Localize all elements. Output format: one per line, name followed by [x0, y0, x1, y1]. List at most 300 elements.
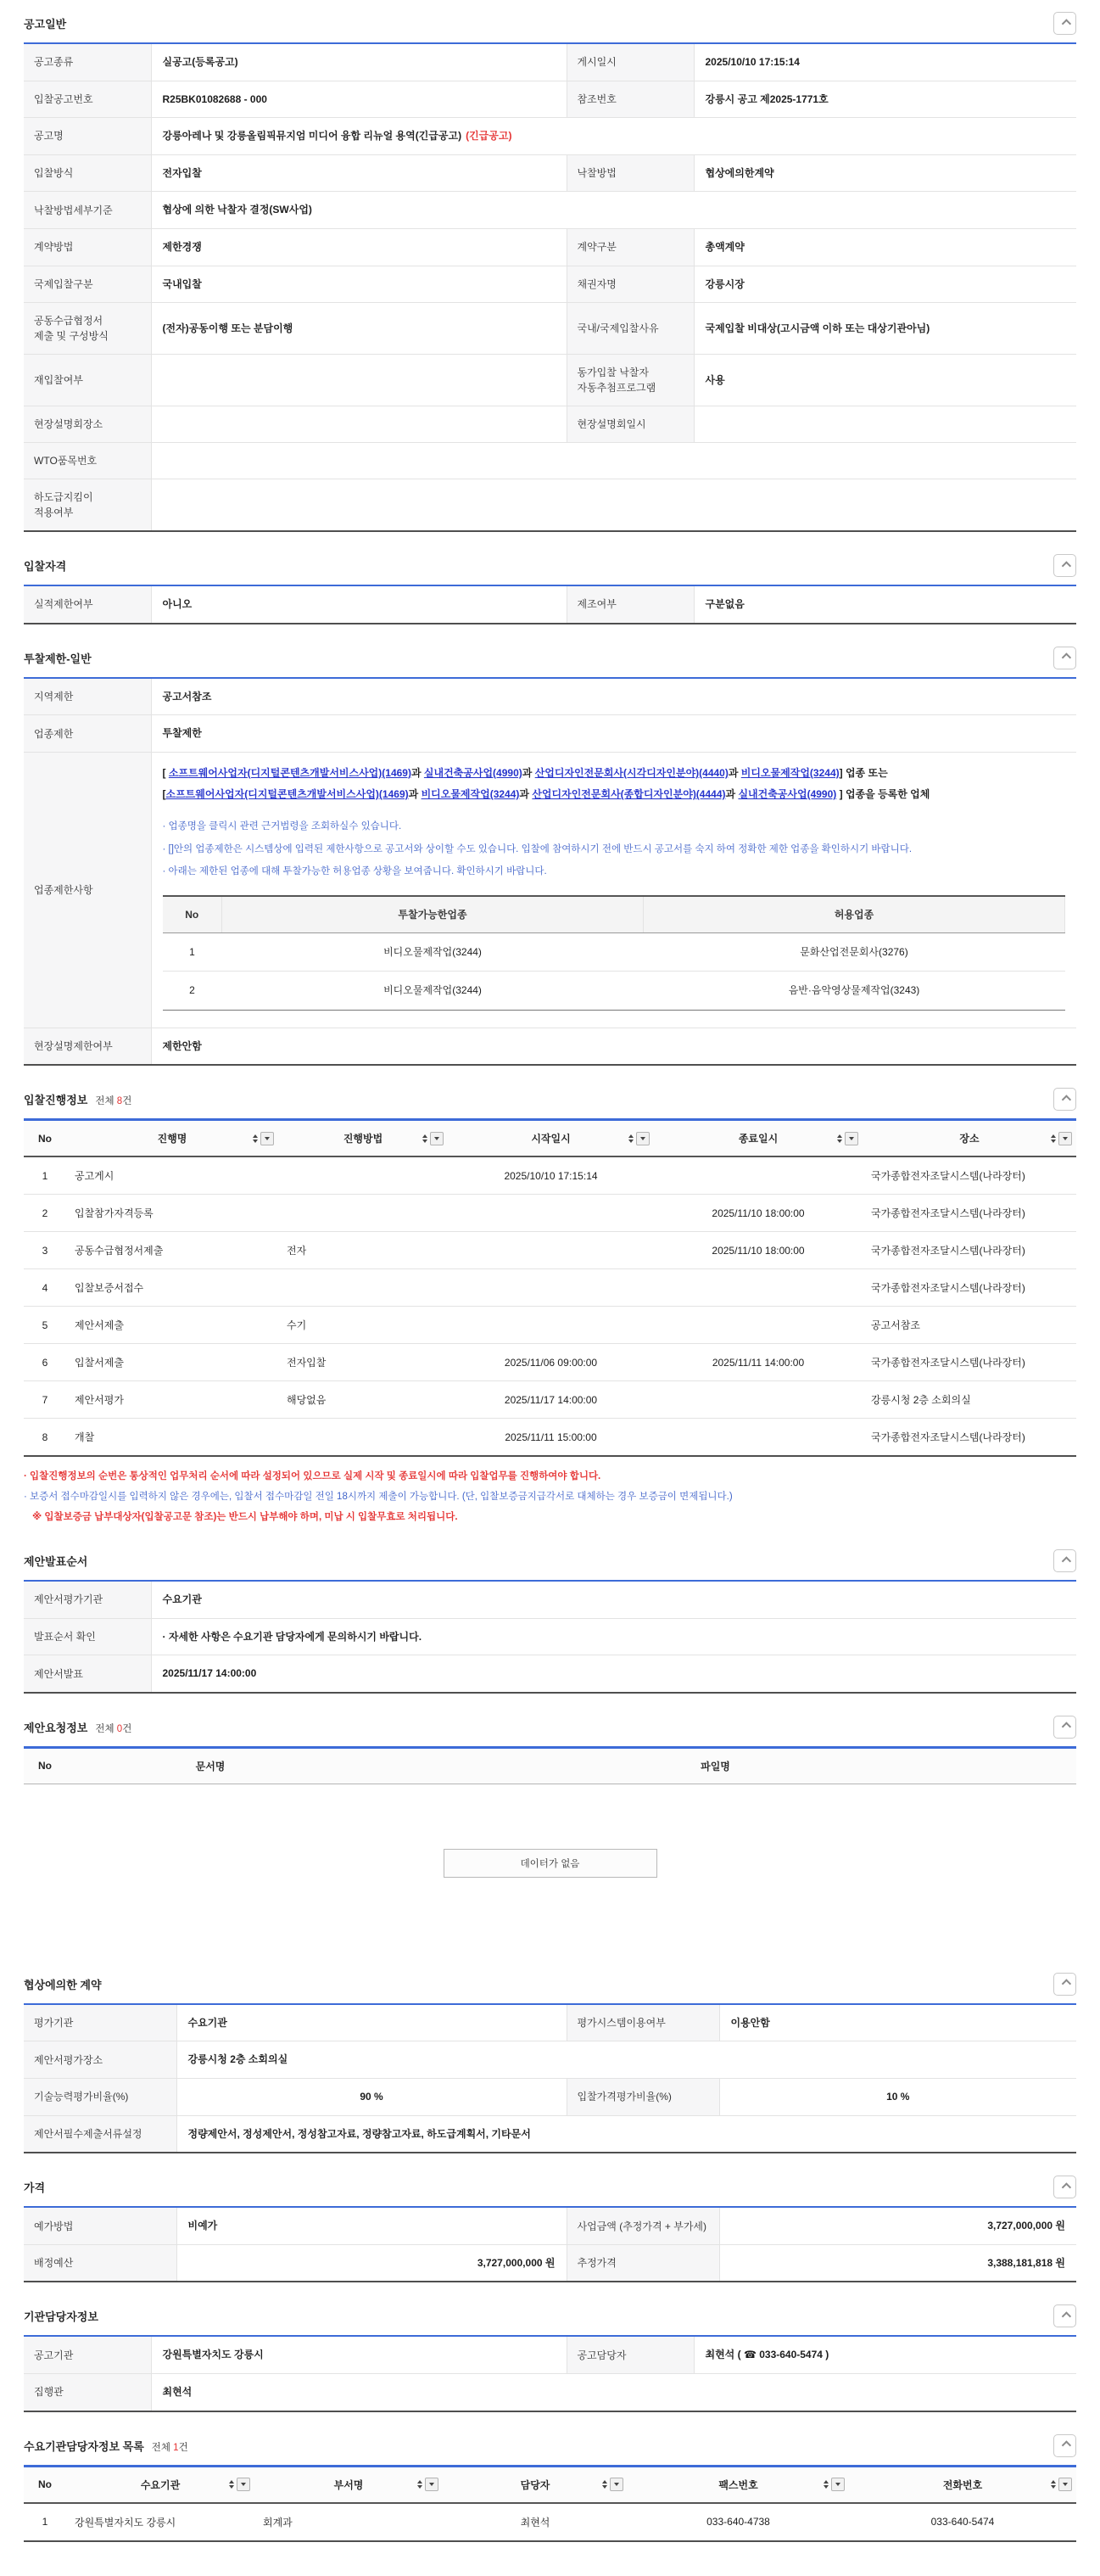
- industry-link[interactable]: 비디오물제작업(3244): [421, 788, 520, 801]
- table-row: [24, 303, 1076, 355]
- cell: 2025/11/17 14:00:00: [448, 1381, 654, 1419]
- cell: 4: [24, 1269, 66, 1307]
- field-value: [151, 118, 1076, 155]
- sort-dropdown-icon[interactable]: [831, 2478, 845, 2491]
- sort-control[interactable]: [1051, 2478, 1072, 2491]
- cell: 033-640-5474: [930, 2516, 995, 2528]
- cell: 공동수급협정서제출: [66, 1232, 278, 1269]
- note: · 아래는 제한된 업종에 대해 투찰가능한 허용업종 상황을 보여줍니다. 확인하시기 바랍니다.: [162, 866, 547, 877]
- table-row: [24, 479, 1076, 532]
- collapse-button[interactable]: [1053, 2304, 1076, 2327]
- chevron-up-icon: [1061, 653, 1070, 663]
- field-label: 제조여부: [567, 585, 694, 624]
- field-label: 업종제한: [24, 715, 151, 753]
- table-row: [24, 443, 1076, 479]
- cell: 국가종합전자조달시스템(나라장터): [863, 1269, 1076, 1307]
- urgent-badge: (긴급공고): [466, 130, 512, 143]
- sort-arrows-icon: [602, 2480, 607, 2489]
- cell: 2: [163, 972, 222, 1011]
- qualification-table: [24, 585, 1076, 624]
- chevron-up-icon: [1061, 561, 1070, 570]
- sort-arrows-icon: [422, 1134, 427, 1143]
- field-label: 입찰방식: [24, 154, 151, 192]
- collapse-button[interactable]: [1053, 554, 1076, 577]
- table-row: [24, 406, 1076, 443]
- column-header: 투찰가능한업종: [222, 896, 644, 933]
- cell: 강원특별자치도 강릉시: [75, 2516, 176, 2528]
- field-label: WTO품목번호: [24, 443, 151, 479]
- industry-link[interactable]: 산업디자인전문회사(시각디자인분야)(4440): [534, 766, 729, 779]
- sort-control[interactable]: [229, 2478, 250, 2491]
- field-label: 지역제한: [24, 678, 151, 715]
- section-title: 제안요청정보: [24, 1721, 88, 1734]
- total-count: 전체 1건: [151, 2442, 188, 2453]
- chevron-up-icon: [1061, 1980, 1070, 1989]
- note: · []안의 업종제한은 시스템상에 입력된 제한사항으로 공고서와 상이할 수도 있습니다. 입찰에 참여하시기 전에 반드시 공고서를 숙지 하여 정확한 제한 업종을 확인하시기 바랍니다.: [162, 843, 913, 854]
- field-value: 제한안함: [151, 1028, 1076, 1065]
- cell: 입찰서제출: [66, 1344, 278, 1381]
- cell: 2025/10/10 17:15:14: [504, 1169, 598, 1182]
- section-presentation: [24, 1549, 1076, 1694]
- field-label: 추정가격: [567, 2244, 719, 2282]
- section-title: 수요기관담당자정보 목록: [24, 2439, 144, 2453]
- cell: 2025/11/11 15:00:00: [448, 1419, 654, 1457]
- cell: 2025/11/10 18:00:00: [654, 1232, 863, 1269]
- field-label: 제안서평가장소: [24, 2041, 176, 2079]
- industry-link[interactable]: 산업디자인전문회사(종합디자인분야)(4444): [532, 788, 726, 801]
- sort-dropdown-icon[interactable]: [237, 2478, 250, 2491]
- table-row: [24, 1381, 1076, 1419]
- sort-arrows-icon: [253, 1134, 258, 1143]
- industry-link[interactable]: 실내건축공사업(4990): [423, 766, 522, 779]
- cell: 공고게시: [75, 1170, 114, 1183]
- cell: 개찰: [66, 1419, 278, 1457]
- general-info-table: [24, 42, 1076, 532]
- cell: 전자: [278, 1232, 448, 1269]
- sort-control[interactable]: [602, 2478, 623, 2491]
- section-title: 기관담당자정보: [24, 2310, 98, 2324]
- field-value: 강릉시 공고 제2025-1771호: [694, 81, 1076, 118]
- cell: 국가종합전자조달시스템(나라장터): [863, 1419, 1076, 1457]
- table-row: [24, 43, 1076, 81]
- table-row: [24, 715, 1076, 753]
- section-restriction: [24, 647, 1076, 1067]
- field-label: 공고명: [24, 118, 151, 155]
- table-row: [163, 932, 1065, 972]
- table-row: [24, 2115, 1076, 2153]
- cell: 1: [42, 1169, 48, 1182]
- sort-dropdown-icon[interactable]: [1058, 1132, 1072, 1145]
- field-value: 제한경쟁: [151, 228, 567, 266]
- column-header-sort[interactable]: 전화번호: [849, 2466, 1076, 2503]
- cell: [654, 1419, 863, 1457]
- cell: 문화산업전문회사(3276): [800, 945, 908, 958]
- collapse-button[interactable]: [1053, 2176, 1076, 2198]
- field-value: 2025/10/10 17:15:14: [705, 56, 800, 68]
- total-count: 전체 0건: [95, 1723, 132, 1734]
- field-value: 총액계약: [694, 228, 1076, 266]
- field-label: 공고기관: [24, 2336, 151, 2373]
- restriction-table: [24, 677, 1076, 1067]
- allowed-industry-table: [163, 895, 1066, 1011]
- field-label: 국내/국제입찰사유: [567, 303, 694, 355]
- table-row: [24, 2244, 1076, 2282]
- sort-control[interactable]: [253, 1132, 274, 1145]
- field-value: · 자세한 사항은 수요기관 담당자에게 문의하시기 바랍니다.: [151, 1618, 1076, 1655]
- table-row: [163, 972, 1065, 1011]
- cell: 제안서평가: [66, 1381, 278, 1419]
- field-value: 구분없음: [705, 598, 745, 611]
- section-title: 투찰제한-일반: [24, 652, 92, 665]
- sort-dropdown-icon[interactable]: [610, 2478, 623, 2491]
- field-label: 재입찰여부: [24, 355, 151, 406]
- note: · 업종명을 클릭시 관련 근거법령을 조회하실수 있습니다.: [162, 821, 402, 832]
- cell: [654, 1269, 863, 1307]
- table-row: [24, 1581, 1076, 1618]
- field-label: 채권자명: [567, 266, 694, 303]
- cell: 국가종합전자조달시스템(나라장터): [863, 1195, 1076, 1232]
- field-label: 제안서발표: [24, 1655, 151, 1693]
- field-label: 하도급지킴이 적용여부: [24, 479, 151, 532]
- cell: 1: [42, 2516, 48, 2528]
- table-header-row: [163, 896, 1065, 933]
- field-value: 90 %: [176, 2079, 567, 2116]
- total-count: 전체 8건: [95, 1096, 132, 1107]
- no-data-placeholder: 데이터가 없음: [444, 1849, 657, 1878]
- field-label: 발표순서 확인: [24, 1618, 151, 1655]
- table-row: [24, 266, 1076, 303]
- field-label: 업종제한사항: [24, 752, 151, 1028]
- table-row: [24, 81, 1076, 118]
- cell: [278, 1195, 448, 1232]
- cell: [448, 1269, 654, 1307]
- chevron-up-icon: [1061, 1095, 1070, 1104]
- field-label: 배정예산: [24, 2244, 176, 2282]
- sort-control[interactable]: [1051, 1132, 1072, 1145]
- field-label: 공동수급협정서 제출 및 구성방식: [24, 303, 151, 355]
- table-row: [24, 1655, 1076, 1693]
- field-value: 정량제안서, 정성제안서, 정성참고자료, 정량참고자료, 하도급계획서, 기타문서: [176, 2115, 1076, 2153]
- collapse-button[interactable]: [1053, 647, 1076, 669]
- field-value: 강릉시장: [694, 266, 1076, 303]
- sort-control[interactable]: [824, 2478, 845, 2491]
- column-header-sort[interactable]: 종료일시: [654, 1120, 863, 1157]
- sort-dropdown-icon[interactable]: [845, 1132, 858, 1145]
- field-label: 기술능력평가비율(%): [24, 2079, 176, 2116]
- field-label: 실적제한여부: [24, 585, 151, 624]
- field-value: 최현석 ( ☎ 033-640-5474 ): [705, 2349, 829, 2361]
- industry-link[interactable]: 소프트웨어사업자(디지털콘텐츠개발서비스사업)(1469): [168, 766, 411, 779]
- industry-link[interactable]: 비디오물제작업(3244): [740, 766, 840, 779]
- field-value: 수요기관: [187, 2016, 227, 2029]
- field-value: [694, 406, 1076, 443]
- progress-table: [24, 1118, 1076, 1457]
- cell: 제안서제출: [66, 1307, 278, 1344]
- cell: 2025/11/10 18:00:00: [654, 1195, 863, 1232]
- footnote-red: ※ 입찰보증금 납부대상자(입찰공고문 참조)는 반드시 납부해야 하며, 미납 시 입찰무효로 처리됩니다.: [32, 1511, 458, 1522]
- field-label: 공고종류: [24, 43, 151, 81]
- table-row: [24, 678, 1076, 715]
- field-value: 이용안함: [730, 2016, 770, 2029]
- section-title: 협상에의한 계약: [24, 1978, 102, 1991]
- cell: 비디오물제작업(3244): [222, 972, 644, 1011]
- cell: [278, 1156, 448, 1195]
- cell: 공고서참조: [863, 1307, 1076, 1344]
- field-label: 제안서필수제출서류설정: [24, 2115, 176, 2153]
- table-row: [24, 585, 1076, 624]
- section-title: 입찰자격: [24, 560, 67, 574]
- field-label: 국제입찰구분: [24, 266, 151, 303]
- industry-restriction-notes: [163, 815, 1066, 882]
- cell: 5: [24, 1307, 66, 1344]
- field-value: 아니오: [162, 598, 193, 611]
- field-value: 10 %: [719, 2079, 1076, 2116]
- cell: [654, 1307, 863, 1344]
- section-negotiation: [24, 1973, 1076, 2153]
- table-row: [24, 2207, 1076, 2244]
- column-header-sort[interactable]: 수요기관: [66, 2466, 254, 2503]
- sort-arrows-icon: [837, 1134, 842, 1143]
- sort-control[interactable]: [628, 1132, 650, 1145]
- org-contact-table: [24, 2335, 1076, 2411]
- cell: [448, 1307, 654, 1344]
- cell: [448, 1195, 654, 1232]
- demand-contacts-table: [24, 2465, 1076, 2542]
- field-value: 최현석: [151, 2374, 1076, 2411]
- field-value: 3,388,181,818 원: [719, 2244, 1076, 2282]
- cell: [654, 1381, 863, 1419]
- field-value: 3,727,000,000 원: [176, 2244, 567, 2282]
- column-header-sort[interactable]: 담당자: [443, 2466, 628, 2503]
- cell: [278, 1269, 448, 1307]
- table-row: [24, 2503, 1076, 2541]
- cell: 음반·음악영상물제작업(3243): [644, 972, 1065, 1011]
- cell: 최현석: [520, 2516, 550, 2528]
- column-header: 파일명: [355, 1747, 1076, 1784]
- field-value: [151, 479, 1076, 532]
- table-header-row: [24, 1747, 1076, 1784]
- chevron-up-icon: [1061, 19, 1070, 28]
- cell: 2025/11/06 09:00:00: [448, 1344, 654, 1381]
- field-label: 공고담당자: [567, 2336, 694, 2373]
- price-table: [24, 2206, 1076, 2282]
- collapse-button[interactable]: [1053, 1716, 1076, 1739]
- negotiation-table: [24, 2003, 1076, 2153]
- field-value: 강릉시청 2층 소회의실: [176, 2041, 1076, 2079]
- collapse-button[interactable]: [1053, 1549, 1076, 1572]
- section-title: 공고일반: [24, 18, 67, 31]
- field-value: 투찰제한: [151, 715, 1076, 753]
- cell: 회계과: [263, 2516, 293, 2528]
- collapse-button[interactable]: [1053, 1973, 1076, 1996]
- section-demand-contacts: [24, 2434, 1076, 2542]
- field-label: 현장설명회장소: [24, 406, 151, 443]
- footnote-blue: · 보증서 접수마감일시를 입력하지 않은 경우에는, 입찰서 접수마감일 전일 18시까지 제출이 가능합니다. (단, 입찰보증금지급각서로 대체하는 경우 보증금이 면제됩니다.): [24, 1491, 733, 1502]
- field-value: 공고서참조: [162, 690, 212, 703]
- sort-arrows-icon: [417, 2480, 422, 2489]
- field-value: (전자)공동이행 또는 분담이행: [151, 303, 567, 355]
- section-org-contact: [24, 2304, 1076, 2411]
- cell: 입찰보증서접수: [66, 1269, 278, 1307]
- section-rfp: [24, 1716, 1076, 1878]
- table-header-row: [24, 1120, 1076, 1157]
- sort-dropdown-icon[interactable]: [260, 1132, 274, 1145]
- field-label: 현장설명제한여부: [24, 1028, 151, 1065]
- field-value: 전자입찰: [151, 154, 567, 192]
- table-row: [24, 1269, 1076, 1307]
- table-row: [24, 1232, 1076, 1269]
- table-row: [24, 192, 1076, 229]
- cell: 8: [24, 1419, 66, 1457]
- field-value: 3,727,000,000 원: [987, 2220, 1065, 2232]
- section-title: 가격: [24, 2181, 46, 2195]
- cell: [448, 1232, 654, 1269]
- field-label: 입찰공고번호: [24, 81, 151, 118]
- field-label: 입찰가격평가비율(%): [567, 2079, 719, 2116]
- table-row: [24, 355, 1076, 406]
- chevron-up-icon: [1061, 1556, 1070, 1565]
- cell: 7: [24, 1381, 66, 1419]
- industry-link[interactable]: 소프트웨어사업자(디지털콘텐츠개발서비스사업)(1469): [165, 788, 409, 801]
- industry-restriction-detail: [151, 752, 1076, 1028]
- field-label: 낙찰방법: [567, 154, 694, 192]
- sort-control[interactable]: [417, 2478, 438, 2491]
- table-row: [24, 2079, 1076, 2116]
- field-value: 비예가: [187, 2220, 218, 2232]
- column-header: No: [24, 2466, 66, 2503]
- section-progress: [24, 1088, 1076, 1527]
- cell: 입찰참가자격등록: [66, 1195, 278, 1232]
- sort-arrows-icon: [1051, 1134, 1056, 1143]
- field-label: 낙찰방법세부기준: [24, 192, 151, 229]
- field-label: 게시일시: [567, 43, 694, 81]
- section-qualification: [24, 554, 1076, 624]
- chevron-up-icon: [1061, 2440, 1070, 2450]
- field-label: 참조번호: [567, 81, 694, 118]
- column-header-sort[interactable]: 팩스번호: [628, 2466, 849, 2503]
- field-label: 예가방법: [24, 2207, 176, 2244]
- field-value: 2025/11/17 14:00:00: [151, 1655, 1076, 1693]
- sort-arrows-icon: [229, 2480, 234, 2489]
- table-row: [24, 1419, 1076, 1457]
- field-value: [151, 406, 567, 443]
- field-value: 협상에 의한 낙찰자 결정(SW사업): [151, 192, 1076, 229]
- table-row: [24, 118, 1076, 155]
- column-header-sort[interactable]: 장소: [863, 1120, 1076, 1157]
- column-header: No: [24, 1747, 66, 1784]
- field-value: 사용: [694, 355, 1076, 406]
- column-header: 문서명: [66, 1747, 355, 1784]
- footnote-red: · 입찰진행정보의 순번은 통상적인 업무처리 순서에 따라 설정되어 있으므로 실제 시작 및 종료일시에 따라 입찰업무를 진행하여야 합니다.: [24, 1471, 601, 1482]
- field-value: 국제입찰 비대상(고시금액 이하 또는 대상기관아님): [694, 303, 1076, 355]
- field-label: 계약구분: [567, 228, 694, 266]
- field-label: 계약방법: [24, 228, 151, 266]
- cell: [278, 1419, 448, 1457]
- cell: 1: [189, 945, 195, 958]
- cell: 해당없음: [278, 1381, 448, 1419]
- field-value: 협상에의한계약: [694, 154, 1076, 192]
- section-title: 제안발표순서: [24, 1555, 88, 1569]
- field-value: R25BK01082688 - 000: [151, 81, 567, 118]
- cell: 2: [24, 1195, 66, 1232]
- table-row: [24, 1028, 1076, 1065]
- field-label: 평가시스템이용여부: [567, 2004, 719, 2041]
- chevron-up-icon: [1061, 1722, 1070, 1732]
- field-label: 동가입찰 낙찰자 자동추첨프로그램: [567, 355, 694, 406]
- column-header: 허용업종: [644, 896, 1065, 933]
- column-header: No: [24, 1120, 66, 1157]
- field-label: 현장설명회일시: [567, 406, 694, 443]
- sort-dropdown-icon[interactable]: [1058, 2478, 1072, 2491]
- chevron-up-icon: [1061, 2182, 1070, 2192]
- column-header-sort[interactable]: 진행방법: [278, 1120, 448, 1157]
- table-row: [24, 1156, 1076, 1195]
- cell: 수기: [278, 1307, 448, 1344]
- table-row: [24, 1307, 1076, 1344]
- cell: 국가종합전자조달시스템(나라장터): [863, 1344, 1076, 1381]
- table-row: [24, 2004, 1076, 2041]
- table-row: [24, 154, 1076, 192]
- field-label: 평가기관: [24, 2004, 176, 2041]
- column-header: No: [163, 896, 222, 933]
- restricted-industry-line-1: [ 소프트웨어사업자(디지털콘텐츠개발서비스사업)(1469)과 실내건축공사업(4990)과 산업디자인전문회사(시각디자인분야)(4440)과 비디오물제작업(3244)] 업종 또는: [162, 766, 888, 779]
- table-row: [24, 2336, 1076, 2373]
- rfp-table: [24, 1746, 1076, 1784]
- cell: 강릉시청 2층 소회의실: [863, 1381, 1076, 1419]
- sort-dropdown-icon[interactable]: [636, 1132, 650, 1145]
- chevron-up-icon: [1061, 2311, 1070, 2321]
- presentation-table: [24, 1580, 1076, 1694]
- column-header-sort[interactable]: 부서명: [254, 2466, 443, 2503]
- field-value: [151, 443, 1076, 479]
- collapse-button[interactable]: [1053, 2434, 1076, 2457]
- field-label: 제안서평가기관: [24, 1581, 151, 1618]
- field-label: 사업금액 (추정가격 + 부가세): [567, 2207, 719, 2244]
- column-header-sort[interactable]: 시작일시: [448, 1120, 654, 1157]
- collapse-button[interactable]: [1053, 12, 1076, 35]
- field-value: 국내입찰: [151, 266, 567, 303]
- field-value: [151, 355, 567, 406]
- field-value: 강원특별자치도 강릉시: [162, 2349, 264, 2361]
- notice-name: 강릉아레나 및 강릉올림픽뮤지엄 미디어 융합 리뉴얼 용역(긴급공고): [162, 130, 462, 143]
- section-general: [24, 12, 1076, 532]
- table-row: [24, 2374, 1076, 2411]
- cell: 2025/11/11 14:00:00: [654, 1344, 863, 1381]
- cell: 전자입찰: [278, 1344, 448, 1381]
- industry-link[interactable]: 실내건축공사업(4990): [738, 788, 837, 801]
- section-title: 입찰진행정보: [24, 1094, 88, 1107]
- progress-footnotes: [24, 1467, 1076, 1527]
- cell: [654, 1156, 863, 1195]
- field-value: 실공고(등록공고): [162, 56, 238, 68]
- cell: 3: [24, 1232, 66, 1269]
- column-header-sort[interactable]: 진행명: [66, 1120, 278, 1157]
- cell: 비디오물제작업(3244): [383, 945, 482, 958]
- cell: 국가종합전자조달시스템(나라장터): [871, 1170, 1025, 1183]
- collapse-button[interactable]: [1053, 1088, 1076, 1111]
- field-label: 집행관: [24, 2374, 151, 2411]
- cell: 033-640-4738: [706, 2516, 770, 2528]
- sort-control[interactable]: [422, 1132, 444, 1145]
- sort-control[interactable]: [837, 1132, 858, 1145]
- cell: 국가종합전자조달시스템(나라장터): [863, 1232, 1076, 1269]
- table-row: [24, 228, 1076, 266]
- table-row: [24, 1344, 1076, 1381]
- sort-arrows-icon: [824, 2480, 829, 2489]
- sort-dropdown-icon[interactable]: [425, 2478, 438, 2491]
- sort-dropdown-icon[interactable]: [430, 1132, 444, 1145]
- restricted-industry-line-2: [소프트웨어사업자(디지털콘텐츠개발서비스사업)(1469)과 비디오물제작업(3244)과 산업디자인전문회사(종합디자인분야)(4444)과 실내건축공사업(4990) ] 업종을 등록한 업체: [162, 788, 930, 801]
